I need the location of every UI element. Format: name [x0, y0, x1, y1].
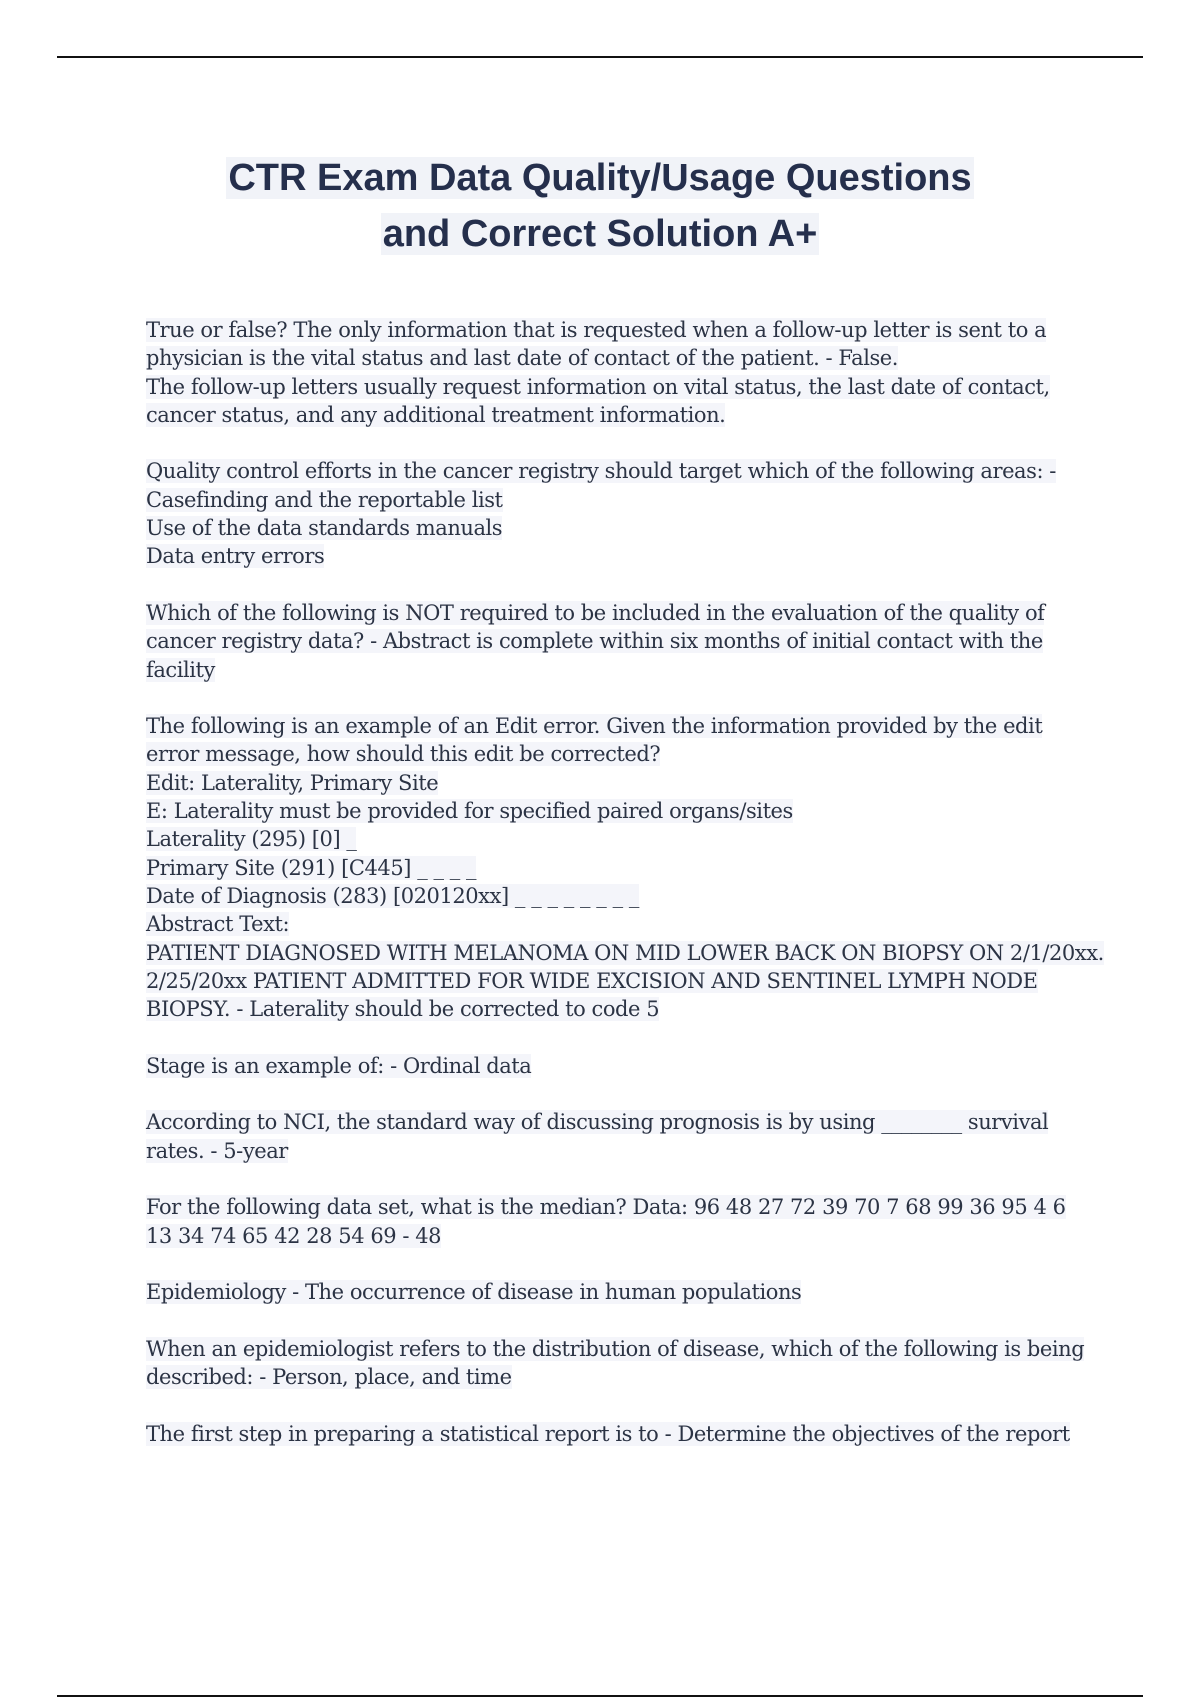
text-line: Data entry errors: [146, 544, 325, 569]
document-title: [0, 150, 1200, 262]
text-line: 13 34 74 65 42 28 54 69 - 48: [146, 1223, 442, 1248]
qa-paragraph: [146, 1335, 1096, 1392]
paragraph-gap: [146, 571, 1096, 599]
text-line: True or false? The only information that is requested when a follow-up letter is sent to a: [146, 318, 1047, 342]
footer-rule: [57, 1695, 1143, 1697]
text-line: Casefinding and the reportable list: [146, 487, 503, 512]
text-line: Edit: Laterality, Primary Site: [146, 770, 439, 795]
document-body: [146, 316, 1104, 1448]
text-line: According to NCI, the standard way of discussing prognosis is by using ________ survival: [146, 1110, 1049, 1135]
paragraph-gap: [146, 1165, 1096, 1193]
qa-paragraph: [146, 1052, 1096, 1080]
text-line: The first step in preparing a statistical report is to - Determine the objectives of the report: [146, 1421, 1070, 1446]
paragraph-gap: [146, 684, 1096, 712]
qa-paragraph: [146, 599, 1096, 684]
text-line: The following is an example of an Edit error. Given the information provided by the edit: [146, 714, 1043, 739]
text-line: PATIENT DIAGNOSED WITH MELANOMA ON MID LOWER BACK ON BIOPSY ON 2/1/20xx.: [146, 940, 1104, 965]
paragraph-gap: [146, 1391, 1096, 1419]
paragraph-gap: [146, 1306, 1096, 1334]
text-line: When an epidemiologist refers to the distribution of disease, which of the following is being: [146, 1336, 1085, 1361]
text-line: error message, how should this edit be corrected?: [146, 742, 661, 767]
text-line: The follow-up letters usually request information on vital status, the last date of contact,: [146, 374, 1050, 399]
text-line: Abstract Text:: [146, 912, 290, 937]
text-line: 2/25/20xx PATIENT ADMITTED FOR WIDE EXCISION AND SENTINEL LYMPH NODE: [146, 968, 1038, 993]
text-line: Laterality (295) [0] _: [146, 827, 357, 852]
paragraph-gap: [146, 1250, 1096, 1278]
text-line: Quality control efforts in the cancer registry should target which of the following areas: -: [146, 459, 1056, 484]
text-line: Epidemiology - The occurrence of disease in human populations: [146, 1280, 802, 1305]
text-line: BIOPSY. - Laterality should be corrected to code 5: [146, 997, 660, 1022]
text-line: Use of the data standards manuals: [146, 516, 503, 541]
title-line: and Correct Solution A+: [382, 213, 818, 255]
qa-paragraph: [146, 316, 1096, 429]
text-line: Date of Diagnosis (283) [020120xx] _ _ _ _ _ _ _ _: [146, 883, 639, 908]
text-line: rates. - 5-year: [146, 1138, 288, 1163]
text-line: Stage is an example of: - Ordinal data: [146, 1053, 532, 1078]
text-line: Which of the following is NOT required to be included in the evaluation of the quality of: [146, 600, 1045, 625]
text-line: cancer status, and any additional treatment information.: [146, 402, 726, 427]
title-line: CTR Exam Data Quality/Usage Questions: [228, 157, 972, 199]
text-line: physician is the vital status and last date of contact of the patient. - False.: [146, 346, 898, 371]
text-line: Primary Site (291) [C445] _ _ _ _: [146, 855, 477, 880]
qa-paragraph: [146, 1193, 1096, 1250]
qa-paragraph: [146, 1420, 1096, 1448]
text-line: facility: [146, 657, 215, 682]
header-rule: [57, 56, 1143, 58]
text-line: For the following data set, what is the median? Data: 96 48 27 72 39 70 7 68 99 36 95 4 6: [146, 1195, 1066, 1220]
qa-paragraph: [146, 1278, 1096, 1306]
paragraph-gap: [146, 1023, 1096, 1051]
text-line: E: Laterality must be provided for specified paired organs/sites: [146, 799, 793, 824]
paragraph-gap: [146, 429, 1096, 457]
paragraph-gap: [146, 1080, 1096, 1108]
qa-paragraph: [146, 712, 1104, 1023]
text-line: cancer registry data? - Abstract is complete within six months of initial contact with the: [146, 629, 1043, 654]
qa-paragraph: [146, 1108, 1096, 1165]
text-line: described: - Person, place, and time: [146, 1364, 512, 1389]
qa-paragraph: [146, 457, 1096, 570]
